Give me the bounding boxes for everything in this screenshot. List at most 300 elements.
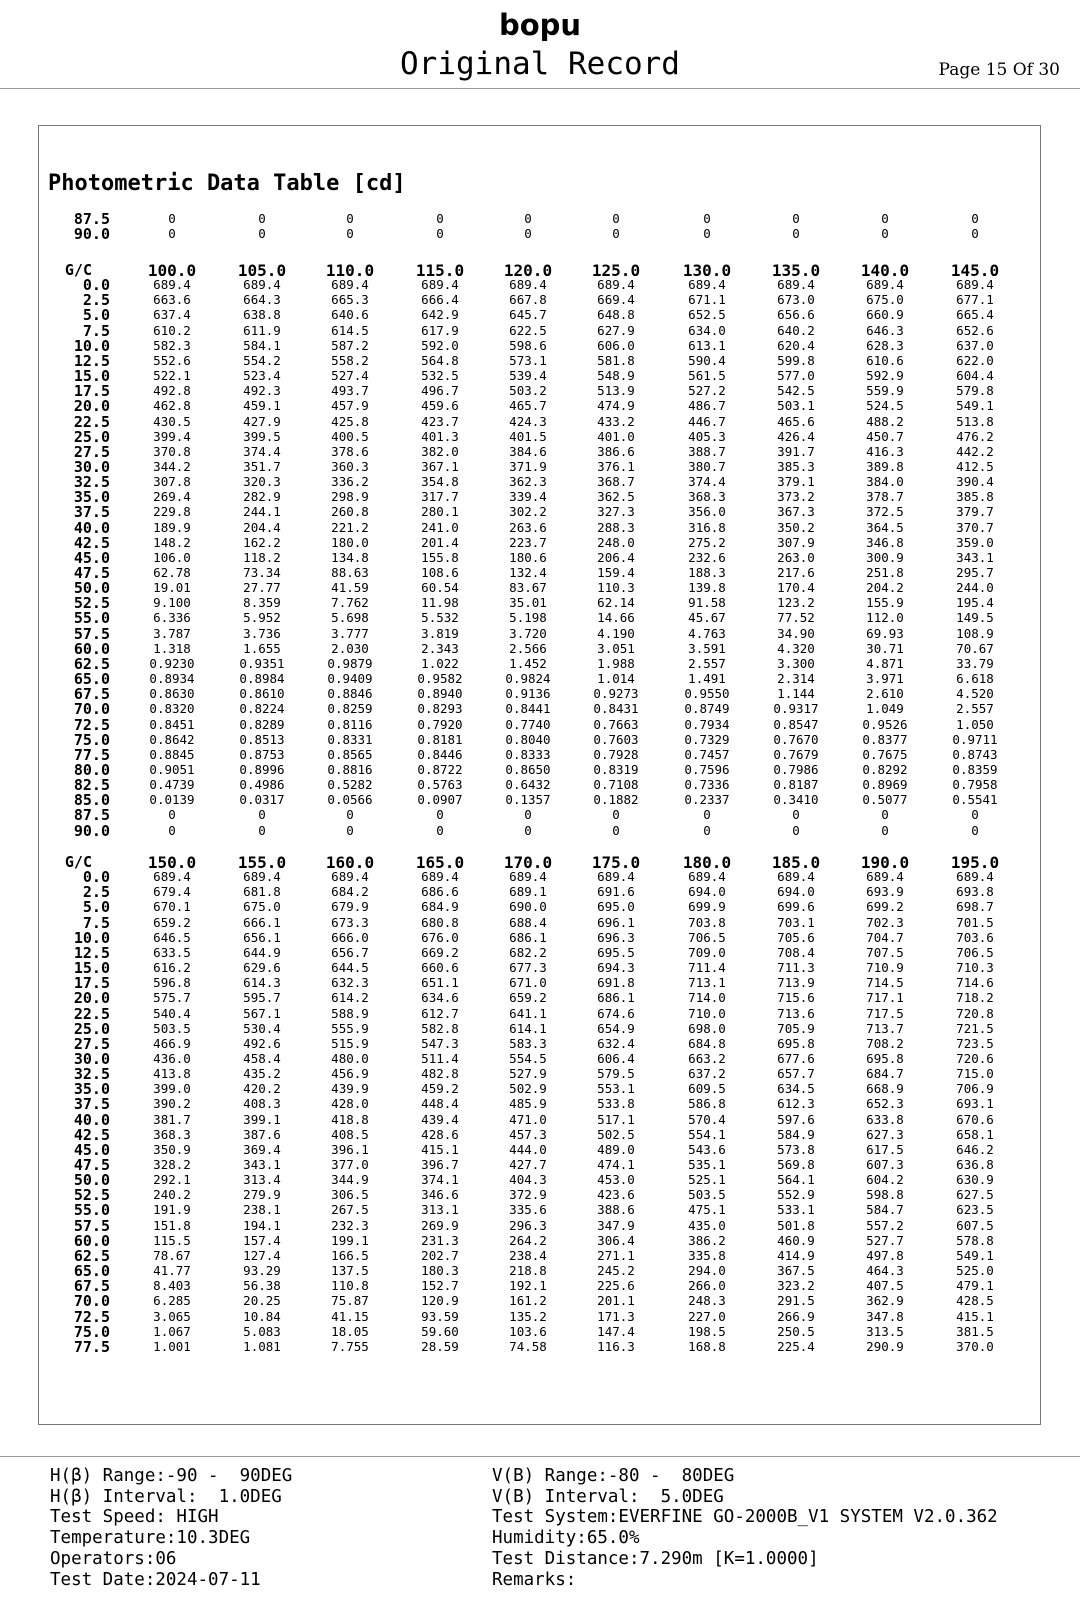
table-cell: 6.618 xyxy=(956,671,994,687)
table-cell: 693.1 xyxy=(956,1096,994,1112)
table-cell: 3.736 xyxy=(243,625,281,641)
table-cell: 532.5 xyxy=(421,368,459,384)
table-cell: 3.720 xyxy=(509,625,547,641)
table-cell: 378.6 xyxy=(331,443,369,459)
table-cell: 569.8 xyxy=(777,1157,815,1172)
table-cell: 306.5 xyxy=(331,1187,369,1203)
table-cell: 335.8 xyxy=(688,1247,726,1263)
table-cell: 715.0 xyxy=(956,1066,994,1082)
table-cell: 106.0 xyxy=(153,549,191,565)
table-cell: 588.9 xyxy=(331,1005,369,1021)
table-cell: 385.3 xyxy=(777,458,815,474)
table-cell: 448.4 xyxy=(421,1096,459,1112)
table-cell: 0 xyxy=(881,822,889,838)
table-cell: 70.67 xyxy=(956,640,994,656)
table-cell: 503.2 xyxy=(509,383,547,399)
table-cell: 0.8333 xyxy=(505,746,551,762)
table-row xyxy=(0,278,1080,293)
table-cell: 684.2 xyxy=(331,884,369,900)
table-cell: 0 xyxy=(792,226,800,242)
table-cell: 362.5 xyxy=(597,489,635,505)
table-cell: 711.3 xyxy=(777,960,815,976)
row-angle-label: 82.5 xyxy=(73,776,110,795)
table-cell: 533.8 xyxy=(597,1096,635,1112)
table-cell: 669.2 xyxy=(421,944,459,960)
table-cell: 347.9 xyxy=(597,1217,635,1233)
table-cell: 231.3 xyxy=(421,1232,459,1248)
table-cell: 0.8293 xyxy=(417,701,463,717)
table-cell: 359.0 xyxy=(956,534,994,550)
table-cell: 0 xyxy=(524,822,532,838)
table-cell: 376.1 xyxy=(597,458,635,474)
table-cell: 0.4986 xyxy=(239,777,285,793)
table-cell: 266.0 xyxy=(688,1278,726,1294)
table-cell: 689.4 xyxy=(331,277,369,293)
table-cell: 346.8 xyxy=(866,534,904,550)
table-row xyxy=(0,1231,1080,1250)
table-row xyxy=(0,961,1080,976)
table-cell: 0.5541 xyxy=(952,792,998,808)
table-row xyxy=(0,928,1080,947)
table-cell: 715.6 xyxy=(777,990,815,1006)
column-header: 150.0 xyxy=(147,853,197,872)
table-cell: 677.1 xyxy=(956,292,994,308)
table-cell: 465.7 xyxy=(509,398,547,414)
table-cell: 0 xyxy=(346,807,354,823)
table-cell: 1.022 xyxy=(421,655,459,671)
table-cell: 418.8 xyxy=(331,1111,369,1127)
table-cell: 456.9 xyxy=(331,1066,369,1082)
table-cell: 232.6 xyxy=(688,549,726,565)
table-cell: 0.8722 xyxy=(417,761,463,777)
table-cell: 425.8 xyxy=(331,413,369,429)
table-cell: 14.66 xyxy=(597,610,635,626)
table-cell: 250.5 xyxy=(777,1323,815,1339)
table-cell: 652.3 xyxy=(866,1096,904,1112)
table-cell: 670.6 xyxy=(956,1111,994,1127)
table-cell: 248.3 xyxy=(688,1293,726,1309)
table-cell: 159.4 xyxy=(597,565,635,580)
table-cell: 155.9 xyxy=(866,595,904,611)
table-cell: 0 xyxy=(168,822,176,838)
table-cell: 306.4 xyxy=(597,1232,635,1248)
table-cell: 511.4 xyxy=(421,1050,459,1066)
table-cell: 539.4 xyxy=(509,368,547,384)
table-cell: 6.336 xyxy=(153,610,191,626)
row-angle-label: 65.0 xyxy=(73,670,110,689)
table-cell: 382.0 xyxy=(421,443,459,459)
table-cell: 644.9 xyxy=(243,944,281,960)
table-cell: 0.8743 xyxy=(952,746,998,762)
table-cell: 148.2 xyxy=(153,534,191,550)
table-cell: 641.1 xyxy=(509,1005,547,1021)
table-cell: 439.9 xyxy=(331,1081,369,1097)
table-cell: 381.5 xyxy=(956,1323,994,1339)
table-cell: 33.79 xyxy=(956,655,994,671)
table-cell: 442.2 xyxy=(956,443,994,459)
table-cell: 415.1 xyxy=(956,1308,994,1324)
table-cell: 0.5282 xyxy=(327,777,373,793)
table-cell: 162.2 xyxy=(243,534,281,550)
table-cell: 674.6 xyxy=(597,1005,635,1021)
table-cell: 93.59 xyxy=(421,1308,459,1324)
table-cell: 698.7 xyxy=(956,899,994,915)
column-header: 155.0 xyxy=(237,853,287,872)
table-cell: 27.77 xyxy=(243,580,281,596)
table-cell: 0.7108 xyxy=(593,777,639,793)
table-cell: 10.84 xyxy=(243,1308,281,1324)
table-cell: 573.8 xyxy=(777,1141,815,1157)
table-cell: 476.2 xyxy=(956,428,994,444)
table-cell: 474.1 xyxy=(597,1157,635,1172)
row-angle-label: 0.0 xyxy=(82,868,110,887)
table-cell: 579.8 xyxy=(956,383,994,399)
table-cell: 0 xyxy=(168,807,176,823)
row-angle-label: 10.0 xyxy=(73,336,110,355)
row-angle-label: 72.5 xyxy=(73,715,110,734)
row-angle-label: 47.5 xyxy=(73,564,110,582)
table-cell: 0 xyxy=(971,822,979,838)
table-row xyxy=(0,1264,1080,1279)
table-cell: 344.2 xyxy=(153,458,191,474)
row-angle-label: 42.5 xyxy=(73,1125,110,1144)
table-cell: 30.71 xyxy=(866,640,904,656)
table-cell: 0.8513 xyxy=(239,731,285,747)
table-cell: 194.1 xyxy=(243,1217,281,1233)
table-cell: 646.2 xyxy=(956,1141,994,1157)
table-cell: 578.8 xyxy=(956,1232,994,1248)
table-cell: 0 xyxy=(703,211,711,226)
row-angle-label: 57.5 xyxy=(73,1216,110,1235)
table-row xyxy=(0,548,1080,567)
table-cell: 389.8 xyxy=(866,458,904,474)
table-cell: 0.1357 xyxy=(505,792,551,808)
table-cell: 557.2 xyxy=(866,1217,904,1233)
table-cell: 699.9 xyxy=(688,899,726,915)
column-header: 145.0 xyxy=(950,261,1000,280)
table-cell: 292.1 xyxy=(153,1172,191,1188)
table-cell: 0.7596 xyxy=(684,761,730,777)
table-cell: 367.5 xyxy=(777,1263,815,1279)
table-row xyxy=(0,730,1080,749)
table-cell: 714.0 xyxy=(688,990,726,1006)
table-cell: 0.8446 xyxy=(417,746,463,762)
table-cell: 370.0 xyxy=(956,1338,994,1354)
table-row xyxy=(0,336,1080,355)
table-row xyxy=(0,457,1080,476)
footer-line: Humidity:65.0% xyxy=(492,1528,640,1549)
table-cell: 367.1 xyxy=(421,458,459,474)
table-row xyxy=(0,808,1080,823)
table-cell: 379.7 xyxy=(956,504,994,520)
table-cell: 492.3 xyxy=(243,383,281,399)
table-cell: 199.1 xyxy=(331,1232,369,1248)
table-cell: 527.7 xyxy=(866,1232,904,1248)
gc-label: G/C xyxy=(64,261,92,279)
table-cell: 606.0 xyxy=(597,337,635,353)
footer-right xyxy=(492,1466,998,1590)
table-cell: 622.0 xyxy=(956,352,994,368)
table-cell: 269.4 xyxy=(153,489,191,505)
table-cell: 558.2 xyxy=(331,352,369,368)
table-cell: 686.1 xyxy=(597,990,635,1006)
table-cell: 713.9 xyxy=(777,975,815,991)
table-row xyxy=(0,1110,1080,1129)
table-cell: 693.9 xyxy=(866,884,904,900)
table-row xyxy=(0,1034,1080,1053)
table-cell: 656.6 xyxy=(777,307,815,323)
table-cell: 73.34 xyxy=(243,565,281,580)
table-cell: 693.8 xyxy=(956,884,994,900)
table-cell: 374.4 xyxy=(243,443,281,459)
table-row xyxy=(0,672,1080,687)
table-cell: 547.3 xyxy=(421,1035,459,1051)
row-angle-label: 27.5 xyxy=(73,442,110,461)
column-header: 170.0 xyxy=(503,853,553,872)
table-cell: 62.14 xyxy=(597,595,635,611)
row-angle-label: 50.0 xyxy=(73,1171,110,1190)
table-cell: 295.7 xyxy=(956,565,994,580)
table-cell: 689.4 xyxy=(153,277,191,293)
table-cell: 195.4 xyxy=(956,595,994,611)
table-cell: 0.8610 xyxy=(239,686,285,702)
table-cell: 430.5 xyxy=(153,413,191,429)
table-row xyxy=(0,991,1080,1006)
footer-line: Test Date:2024-07-11 xyxy=(50,1569,261,1590)
table-cell: 669.4 xyxy=(597,292,635,308)
table-cell: 0 xyxy=(971,226,979,242)
table-row xyxy=(0,1158,1080,1173)
table-cell: 474.9 xyxy=(597,398,635,414)
table-cell: 116.3 xyxy=(597,1338,635,1354)
table-row xyxy=(0,399,1080,414)
column-header: 160.0 xyxy=(325,853,375,872)
table-row xyxy=(0,976,1080,991)
column-header: 115.0 xyxy=(415,261,465,280)
table-cell: 599.8 xyxy=(777,352,815,368)
table-cell: 634.0 xyxy=(688,322,726,338)
table-row xyxy=(0,885,1080,900)
table-cell: 689.4 xyxy=(421,869,459,885)
footer-left xyxy=(50,1466,292,1590)
footer-line: Remarks: xyxy=(492,1569,577,1590)
table-cell: 217.6 xyxy=(777,565,815,580)
table-row xyxy=(0,778,1080,793)
table-cell: 8.403 xyxy=(153,1278,191,1294)
table-row xyxy=(0,1322,1080,1341)
table-cell: 717.5 xyxy=(866,1005,904,1021)
table-cell: 458.4 xyxy=(243,1050,281,1066)
table-cell: 0.7920 xyxy=(417,716,463,732)
table-cell: 612.3 xyxy=(777,1096,815,1112)
row-angle-label: 22.5 xyxy=(73,1004,110,1023)
row-angle-label: 90.0 xyxy=(73,225,110,244)
table-cell: 584.1 xyxy=(243,337,281,353)
table-cell: 41.77 xyxy=(153,1263,191,1279)
table-cell: 623.5 xyxy=(956,1202,994,1218)
table-cell: 384.0 xyxy=(866,474,904,490)
table-cell: 428.5 xyxy=(956,1293,994,1309)
table-cell: 5.083 xyxy=(243,1323,281,1339)
table-cell: 103.6 xyxy=(509,1323,547,1339)
table-cell: 450.7 xyxy=(866,428,904,444)
table-cell: 453.0 xyxy=(597,1172,635,1188)
page-number: Page 15 Of 30 xyxy=(938,60,1060,80)
row-angle-label: 62.5 xyxy=(73,654,110,673)
table-cell: 457.9 xyxy=(331,398,369,414)
table-cell: 675.0 xyxy=(866,292,904,308)
table-cell: 120.9 xyxy=(421,1293,459,1309)
table-cell: 582.3 xyxy=(153,337,191,353)
table-cell: 668.9 xyxy=(866,1081,904,1097)
table-cell: 462.8 xyxy=(153,398,191,414)
row-angle-label: 60.0 xyxy=(73,1231,110,1250)
table-cell: 0.8749 xyxy=(684,701,730,717)
table-cell: 1.655 xyxy=(243,640,281,656)
header-divider xyxy=(0,88,1080,89)
row-angle-label: 52.5 xyxy=(73,1186,110,1205)
table-cell: 0.9409 xyxy=(327,671,373,687)
table-cell: 0.8816 xyxy=(327,761,373,777)
table-cell: 706.5 xyxy=(688,929,726,945)
table-cell: 597.6 xyxy=(777,1111,815,1127)
row-angle-label: 60.0 xyxy=(73,639,110,658)
table-cell: 88.63 xyxy=(331,565,369,580)
table-cell: 699.6 xyxy=(777,899,815,915)
table-cell: 110.8 xyxy=(331,1278,369,1294)
table-cell: 496.7 xyxy=(421,383,459,399)
table-cell: 613.1 xyxy=(688,337,726,353)
table-cell: 279.9 xyxy=(243,1187,281,1203)
table-cell: 307.8 xyxy=(153,474,191,490)
table-cell: 135.2 xyxy=(509,1308,547,1324)
table-row xyxy=(0,412,1080,431)
table-cell: 485.9 xyxy=(509,1096,547,1112)
table-cell: 147.4 xyxy=(597,1323,635,1339)
table-cell: 56.38 xyxy=(243,1278,281,1294)
table-cell: 0.8289 xyxy=(239,716,285,732)
table-cell: 364.5 xyxy=(866,519,904,535)
table-cell: 350.9 xyxy=(153,1141,191,1157)
table-cell: 3.591 xyxy=(688,640,726,656)
table-cell: 396.1 xyxy=(331,1141,369,1157)
table-cell: 396.7 xyxy=(421,1157,459,1172)
table-cell: 684.9 xyxy=(421,899,459,915)
table-cell: 703.1 xyxy=(777,914,815,930)
table-cell: 335.6 xyxy=(509,1202,547,1218)
table-cell: 218.8 xyxy=(509,1263,547,1279)
table-cell: 244.0 xyxy=(956,580,994,596)
table-cell: 170.4 xyxy=(777,580,815,596)
table-cell: 459.2 xyxy=(421,1081,459,1097)
table-cell: 0.7603 xyxy=(593,731,639,747)
table-cell: 703.6 xyxy=(956,929,994,945)
table-cell: 714.5 xyxy=(866,975,904,991)
table-cell: 575.7 xyxy=(153,990,191,1006)
table-cell: 368.3 xyxy=(688,489,726,505)
table-cell: 0 xyxy=(524,211,532,226)
table-cell: 633.5 xyxy=(153,944,191,960)
table-cell: 204.4 xyxy=(243,519,281,535)
table-cell: 368.7 xyxy=(597,474,635,490)
table-cell: 426.4 xyxy=(777,428,815,444)
table-row xyxy=(0,518,1080,537)
row-angle-label: 75.0 xyxy=(73,730,110,749)
table-cell: 387.6 xyxy=(243,1126,281,1142)
table-cell: 0.8996 xyxy=(239,761,285,777)
table-cell: 720.6 xyxy=(956,1050,994,1066)
table-cell: 0 xyxy=(792,822,800,838)
table-cell: 523.4 xyxy=(243,368,281,384)
table-cell: 706.9 xyxy=(956,1081,994,1097)
table-cell: 282.9 xyxy=(243,489,281,505)
table-cell: 614.5 xyxy=(331,322,369,338)
table-cell: 689.4 xyxy=(243,869,281,885)
row-angle-label: 62.5 xyxy=(73,1246,110,1265)
table-cell: 0 xyxy=(524,807,532,823)
table-cell: 368.3 xyxy=(153,1126,191,1142)
table-cell: 0.9136 xyxy=(505,686,551,702)
table-cell: 721.5 xyxy=(956,1020,994,1036)
row-angle-label: 65.0 xyxy=(73,1262,110,1281)
table-row xyxy=(0,870,1080,885)
table-cell: 0 xyxy=(436,211,444,226)
table-cell: 0.9230 xyxy=(149,655,195,671)
table-cell: 0.9824 xyxy=(505,671,551,687)
table-cell: 433.2 xyxy=(597,413,635,429)
table-cell: 241.0 xyxy=(421,519,459,535)
table-cell: 232.3 xyxy=(331,1217,369,1233)
row-angle-label: 55.0 xyxy=(73,1201,110,1220)
table-cell: 0.8181 xyxy=(417,731,463,747)
column-header: 190.0 xyxy=(860,853,910,872)
table-cell: 408.3 xyxy=(243,1096,281,1112)
table-cell: 0.8377 xyxy=(862,731,908,747)
table-cell: 316.8 xyxy=(688,519,726,535)
table-cell: 710.9 xyxy=(866,960,904,976)
table-cell: 0.8431 xyxy=(593,701,639,717)
table-cell: 204.2 xyxy=(866,580,904,596)
table-cell: 525.0 xyxy=(956,1263,994,1279)
table-cell: 4.320 xyxy=(777,640,815,656)
table-cell: 542.5 xyxy=(777,383,815,399)
table-cell: 5.198 xyxy=(509,610,547,626)
table-cell: 553.1 xyxy=(597,1081,635,1097)
table-cell: 1.001 xyxy=(153,1338,191,1354)
footer-line: V(B) Interval: 5.0DEG xyxy=(492,1486,724,1507)
table-cell: 313.1 xyxy=(421,1202,459,1218)
table-cell: 0.7928 xyxy=(593,746,639,762)
table-cell: 513.9 xyxy=(597,383,635,399)
table-cell: 517.1 xyxy=(597,1111,635,1127)
table-cell: 0.8940 xyxy=(417,686,463,702)
table-cell: 0 xyxy=(436,807,444,823)
table-cell: 1.050 xyxy=(956,716,994,732)
table-cell: 1.067 xyxy=(153,1323,191,1339)
table-cell: 0.7958 xyxy=(952,777,998,793)
table-cell: 369.4 xyxy=(243,1141,281,1157)
table-cell: 711.4 xyxy=(688,960,726,976)
table-cell: 0.8547 xyxy=(773,716,819,732)
table-row xyxy=(0,1049,1080,1068)
table-cell: 296.3 xyxy=(509,1217,547,1233)
table-cell: 598.8 xyxy=(866,1187,904,1203)
table-cell: 489.0 xyxy=(597,1141,635,1157)
table-cell: 691.6 xyxy=(597,884,635,900)
row-angle-label: 15.0 xyxy=(73,367,110,386)
table-cell: 663.2 xyxy=(688,1050,726,1066)
table-row xyxy=(0,624,1080,643)
